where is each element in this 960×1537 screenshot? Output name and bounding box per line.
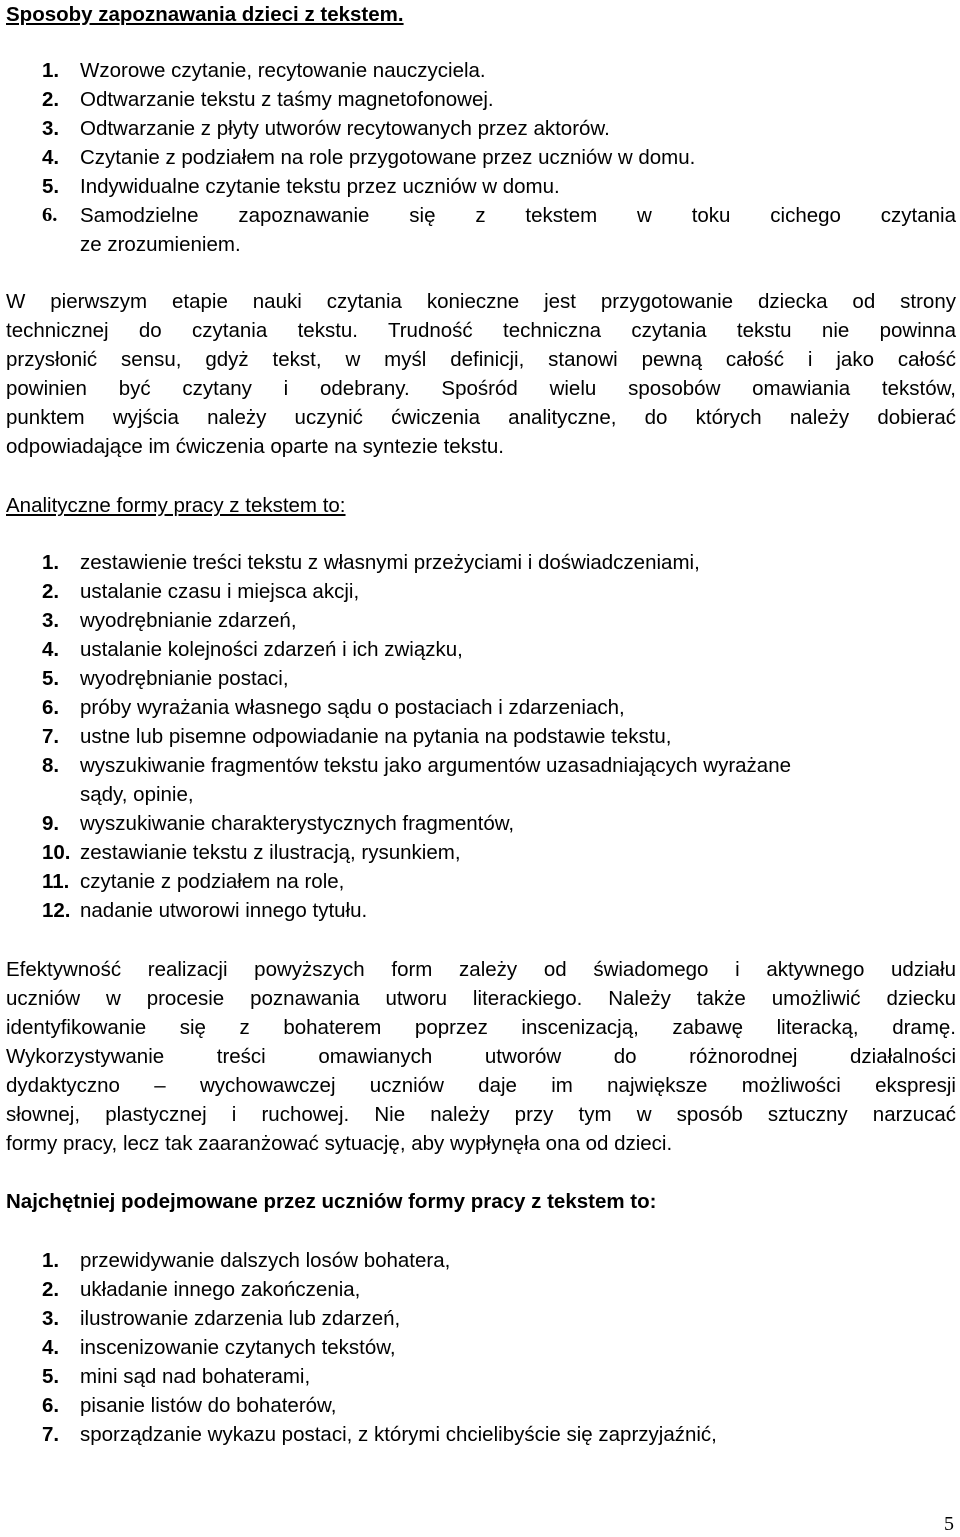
analytic-forms-heading: Analityczne formy pracy z tekstem to: [6,494,346,517]
list-item [42,809,791,838]
paragraph-reading-stages [6,287,956,461]
list-number: 1. [42,59,60,82]
list-number: 3. [42,609,60,632]
list-item [42,896,791,925]
list-number: 10. [42,841,71,864]
list-item-text: nadanie utworowi innego tytułu. [80,899,368,922]
list-item-text: wyodrębnianie zdarzeń, [80,609,297,632]
list-item [42,664,791,693]
list-item-text: Indywidualne czytanie tekstu przez uczniów w domu. [80,175,560,198]
list-item-text: ilustrowanie zdarzenia lub zdarzeń, [80,1307,401,1330]
paragraph-line: technicznej do czytania tekstu. Trudność techniczna czytania tekstu nie powinna [6,319,956,342]
list-number: 5. [42,667,60,690]
list-item-text: pisanie listów do bohaterów, [80,1394,337,1417]
list-item [42,143,956,172]
list-item-text: próby wyrażania własnego sądu o postaciach i zdarzeniach, [80,696,625,719]
paragraph-line: Wykorzystywanie treści omawianych utworów do różnorodnej działalności [6,1045,956,1068]
list-item-text-continued: sądy, opinie, [80,783,194,806]
list-item-text: Czytanie z podziałem na role przygotowane przez uczniów w domu. [80,146,696,169]
list-item [42,1333,717,1362]
methods-list [42,56,956,259]
list-number: 6. [42,696,60,719]
list-number: 4. [42,1336,60,1359]
paragraph-line: przysłonić sensu, gdyż tekst, w myśl definicji, stanowi pewną całość i jako całość [6,348,956,371]
favorite-forms-heading: Najchętniej podejmowane przez uczniów formy pracy z tekstem to: [6,1190,657,1213]
list-item-text: wyszukiwanie charakterystycznych fragmentów, [80,812,515,835]
list-item [42,1246,717,1275]
list-item-text: Wzorowe czytanie, recytowanie nauczyciela. [80,59,486,82]
list-item [42,548,791,577]
paragraph-line: formy pracy, lecz tak zaaranżować sytuację, aby wypłynęła ona od dzieci. [6,1132,673,1155]
list-item-text: zestawienie treści tekstu z własnymi przeżyciami i doświadczeniami, [80,551,700,574]
list-number: 7. [42,1423,60,1446]
paragraph-line: słownej, plastycznej i ruchowej. Nie należy przy tym w sposób sztuczny narzucać [6,1103,956,1126]
list-item [42,1362,717,1391]
paragraph-line: uczniów w procesie poznawania utworu literackiego. Należy także umożliwić dziecku [6,987,956,1010]
list-number: 7. [42,725,60,748]
list-number: 1. [42,551,60,574]
list-item [42,172,956,201]
list-item-text: inscenizowanie czytanych tekstów, [80,1336,396,1359]
list-item [42,114,956,143]
paragraph-line: Efektywność realizacji powyższych form zależy od świadomego i aktywnego udziału [6,958,956,981]
paragraph-line: odpowiadające im ćwiczenia oparte na syntezie tekstu. [6,435,504,458]
list-number: 4. [42,638,60,661]
list-item [42,1420,717,1449]
list-number: 6. [42,1394,60,1417]
list-number: 3. [42,1307,60,1330]
page-title: Sposoby zapoznawania dzieci z tekstem. [6,3,404,26]
list-item-text: ustalanie kolejności zdarzeń i ich związku, [80,638,463,661]
list-number: 6. [42,204,58,226]
favorite-forms-list [42,1246,717,1449]
list-item-text: sporządzanie wykazu postaci, z którymi chcielibyście się zaprzyjaźnić, [80,1423,717,1446]
list-number: 2. [42,1278,60,1301]
list-item [42,693,791,722]
list-item-text: czytanie z podziałem na role, [80,870,345,893]
paragraph-line: punktem wyjścia należy uczynić ćwiczenia analityczne, do których należy dobierać [6,406,956,429]
page-number: 5 [944,1513,954,1535]
list-number: 5. [42,1365,60,1388]
list-item-text: zestawianie tekstu z ilustracją, rysunkiem, [80,841,461,864]
list-item [42,838,791,867]
list-number: 2. [42,580,60,603]
list-item-text-continued: ze zrozumieniem. [80,233,241,256]
list-item-text: ustalanie czasu i miejsca akcji, [80,580,360,603]
list-number: 3. [42,117,60,140]
list-item-text: ustne lub pisemne odpowiadanie na pytania na podstawie tekstu, [80,725,672,748]
list-item [42,751,791,809]
list-item [42,56,956,85]
list-item [42,85,956,114]
list-item [42,201,956,259]
list-item-text: układanie innego zakończenia, [80,1278,361,1301]
list-item [42,867,791,896]
analytic-forms-list [42,548,791,925]
list-number: 2. [42,88,60,111]
list-item-text: Odtwarzanie z płyty utworów recytowanych przez aktorów. [80,117,610,140]
list-item-text: Samodzielne zapoznawanie się z tekstem w toku cichego czytania [80,204,956,227]
list-item [42,635,791,664]
list-item [42,722,791,751]
list-item-text: wyszukiwanie fragmentów tekstu jako argumentów uzasadniających wyrażane [80,754,792,777]
list-number: 9. [42,812,60,835]
list-number: 5. [42,175,60,198]
list-number: 11. [42,870,70,893]
list-item-text: mini sąd nad bohaterami, [80,1365,311,1388]
paragraph-line: powinien być czytany i odebrany. Spośród wielu sposobów omawiania tekstów, [6,377,956,400]
paragraph-line: W pierwszym etapie nauki czytania konieczne jest przygotowanie dziecka od strony [6,290,956,313]
list-number: 12. [42,899,71,922]
paragraph-effectiveness [6,955,956,1158]
list-number: 8. [42,754,60,777]
list-item [42,1275,717,1304]
list-number: 1. [42,1249,60,1272]
list-item [42,1391,717,1420]
paragraph-line: identyfikowanie się z bohaterem poprzez inscenizacją, zabawę literacką, dramę. [6,1016,956,1039]
list-item-text: przewidywanie dalszych losów bohatera, [80,1249,451,1272]
list-item [42,1304,717,1333]
list-item-text: wyodrębnianie postaci, [80,667,289,690]
list-item-text: Odtwarzanie tekstu z taśmy magnetofonowej. [80,88,494,111]
list-item [42,577,791,606]
paragraph-line: dydaktyczno – wychowawczej uczniów daje im największe możliwości ekspresji [6,1074,956,1097]
list-item [42,606,791,635]
list-number: 4. [42,146,60,169]
